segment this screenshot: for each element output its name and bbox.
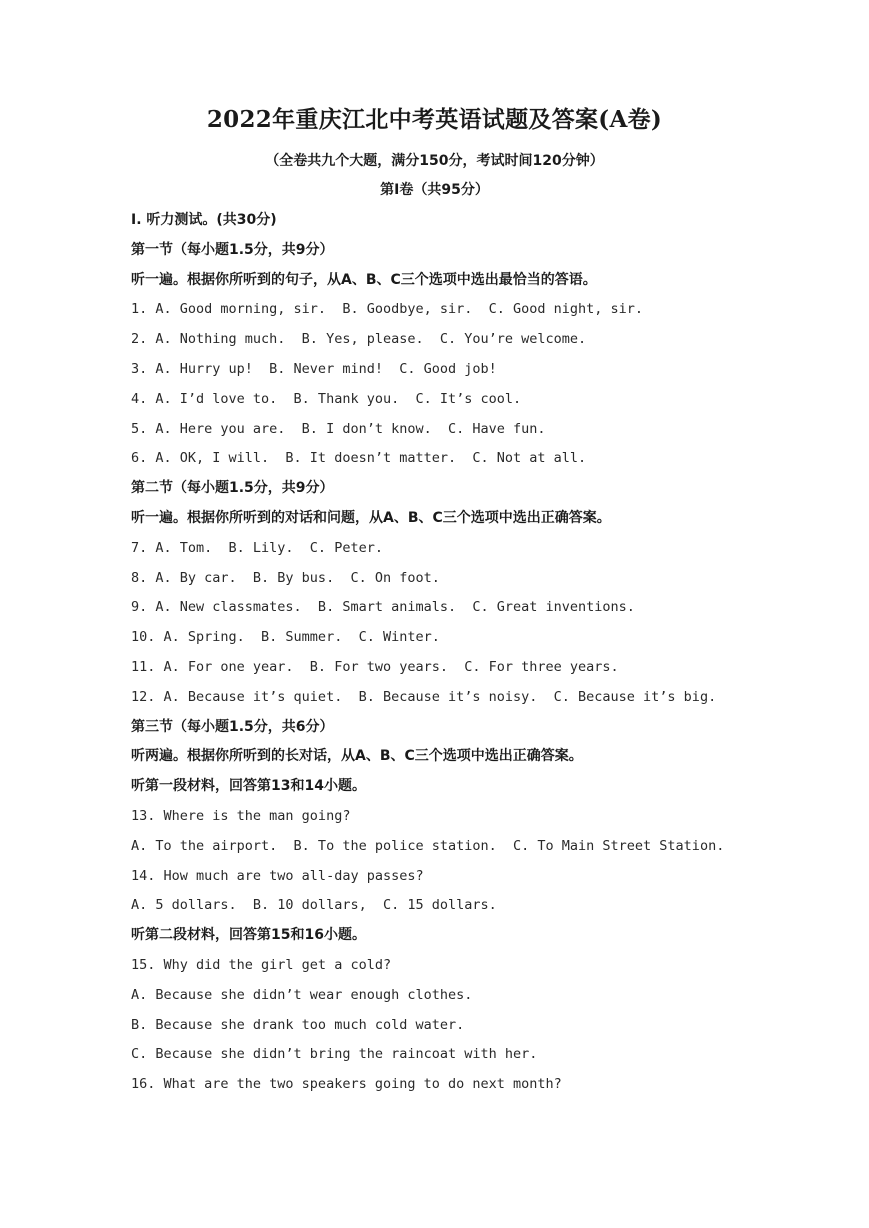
question-line: 8. A. By car. B. By bus. C. On foot. xyxy=(131,569,440,586)
document-subtitle: （全卷共九个大题，满分150分，考试时间120分钟） xyxy=(265,153,604,169)
question-line: 3. A. Hurry up! B. Never mind! C. Good job! xyxy=(131,361,497,377)
question-line: A. Because she didn’t wear enough clothes. xyxy=(131,986,473,1003)
question-line: A. To the airport. B. To the police station. C. To Main Street Station. xyxy=(131,837,725,854)
section-heading: 听第一段材料，回答第13和14小题。 xyxy=(131,778,366,795)
section-heading: 第一节（每小题1.5分，共9分） xyxy=(131,241,334,258)
question-line: 2. A. Nothing much. B. Yes, please. C. You’re welcome. xyxy=(131,331,587,348)
section-heading: 听一遍。根据你所听到的对话和问题，从A、B、C三个选项中选出正确答案。 xyxy=(131,510,611,526)
question-line: 6. A. OK, I will. B. It doesn’t matter. C. Not at all. xyxy=(131,450,587,467)
section-heading: 听一遍。根据你所听到的句子，从A、B、C三个选项中选出最恰当的答语。 xyxy=(131,271,597,288)
section-heading: 第三节（每小题1.5分，共6分） xyxy=(131,718,334,735)
question-line: 9. A. New classmates. B. Smart animals. C. Great inventions. xyxy=(131,599,635,616)
question-line: C. Because she didn’t bring the raincoat with her. xyxy=(131,1046,538,1063)
question-line: 14. How much are two all-day passes? xyxy=(131,867,424,884)
document-title: 2022年重庆江北中考英语试题及答案(A卷) xyxy=(206,106,663,133)
question-line: 1. A. Good morning, sir. B. Goodbye, sir. C. Good night, sir. xyxy=(131,301,644,318)
question-line: 15. Why did the girl get a cold? xyxy=(131,957,392,973)
volume-heading: 第Ⅰ卷（共95分） xyxy=(380,182,489,198)
section-heading: Ⅰ. 听力测试。(共30分) xyxy=(131,212,277,228)
section-heading: 听两遍。根据你所听到的长对话，从A、B、C三个选项中选出正确答案。 xyxy=(131,748,583,765)
question-line: 4. A. I’d love to. B. Thank you. C. It’s cool. xyxy=(131,390,522,407)
question-line: 11. A. For one year. B. For two years. C. For three years. xyxy=(131,659,619,675)
question-line: B. Because she drank too much cold water. xyxy=(131,1016,465,1033)
question-line: 10. A. Spring. B. Summer. C. Winter. xyxy=(131,629,440,646)
section-heading: 第二节（每小题1.5分，共9分） xyxy=(131,480,334,497)
section-heading: 听第二段材料，回答第15和16小题。 xyxy=(131,927,366,944)
question-line: 5. A. Here you are. B. I don’t know. C. Have fun. xyxy=(131,420,546,437)
question-line: 7. A. Tom. B. Lily. C. Peter. xyxy=(131,539,383,556)
question-line: A. 5 dollars. B. 10 dollars, C. 15 dollars. xyxy=(131,897,497,914)
question-line: 13. Where is the man going? xyxy=(131,808,351,824)
question-line: 12. A. Because it’s quiet. B. Because it’s noisy. C. Because it’s big. xyxy=(131,688,717,705)
question-line: 16. What are the two speakers going to do next month? xyxy=(131,1076,562,1093)
